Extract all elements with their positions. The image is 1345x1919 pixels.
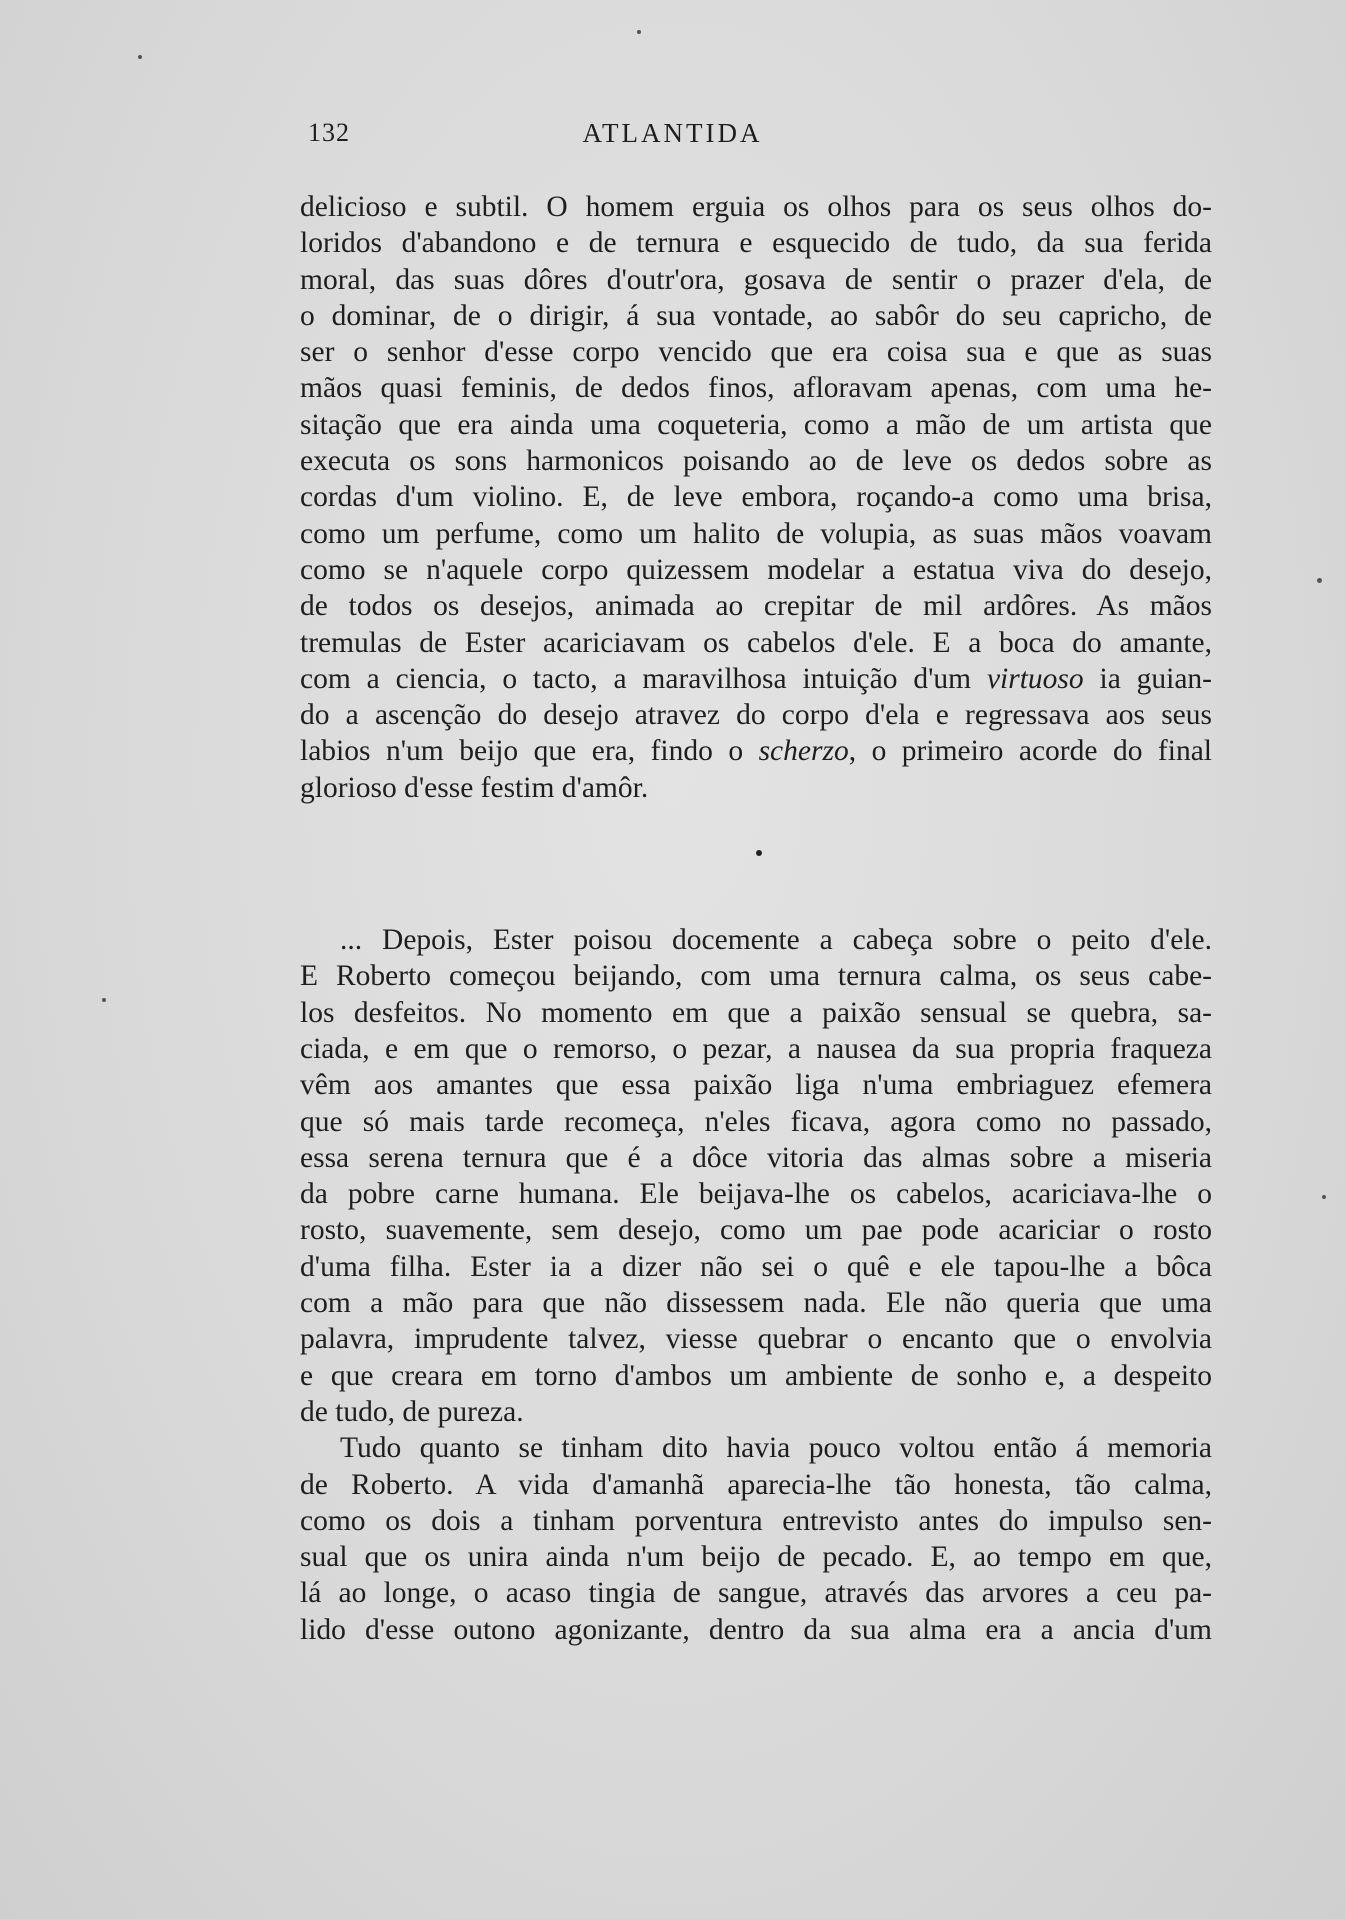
text-line: Tudo quanto se tinham dito havia pouco voltou então á memoria [340, 1432, 1212, 1465]
page-header [0, 118, 1345, 158]
text-line: moral, das suas dôres d'outr'ora, gosava de sentir o prazer d'ela, de [300, 263, 1212, 296]
text-line: como se n'aquele corpo quizessem modelar a estatua viva do desejo, [300, 553, 1212, 586]
text-line: sual que os unira ainda n'um beijo de pecado. E, ao tempo em que, [300, 1541, 1212, 1574]
text-line: cordas d'um violino. E, de leve embora, roçando-a como uma brisa, [300, 481, 1212, 514]
italic-word: scherzo [758, 735, 849, 768]
text-line-italic-virtuoso [300, 661, 1212, 697]
text-line: de Roberto. A vida d'amanhã aparecia-lhe tão honesta, tão calma, [300, 1468, 1212, 1501]
text-line: E Roberto começou beijando, com uma ternura calma, os seus cabe- [300, 960, 1212, 993]
text-line: lá ao longe, o acaso tingia de sangue, através das arvores a ceu pa- [300, 1577, 1212, 1610]
scan-speck [1317, 578, 1322, 583]
text-line: ciada, e em que o remorso, o pezar, a nausea da sua propria fraqueza [300, 1032, 1212, 1065]
text-line: como um perfume, como um halito de volupia, as suas mãos voavam [300, 517, 1212, 550]
text-line: d'uma filha. Ester ia a dizer não sei o quê e ele tapou-lhe a bôca [300, 1250, 1212, 1283]
running-title: ATLANTIDA [582, 118, 763, 148]
text-line: que só mais tarde recomeça, n'eles ficava, agora como no passado, [300, 1105, 1212, 1138]
body-text [300, 189, 1212, 1648]
scan-speck [637, 30, 641, 34]
text-line: delicioso e subtil. O homem erguia os olhos para os seus olhos do- [300, 191, 1212, 223]
text-line: lido d'esse outono agonizante, dentro da sua alma era a ancia d'um [300, 1613, 1212, 1646]
text-line: tremulas de Ester acariciavam os cabelos d'ele. E a boca do amante, [300, 626, 1212, 659]
text-line: do a ascenção do desejo atravez do corpo d'ela e regressava aos seus [300, 699, 1212, 732]
text-line: loridos d'abandono e de ternura e esquecido de tudo, da sua ferida [300, 227, 1212, 260]
text-line: da pobre carne humana. Ele beijava-lhe os cabelos, acariciava-lhe o [300, 1178, 1212, 1211]
text-segment: ia guian- [1083, 662, 1212, 695]
scan-speck [1322, 1195, 1326, 1199]
scan-speck [138, 55, 142, 59]
text-segment: labios n'um beijo que era, findo o [300, 735, 759, 768]
text-line: de todos os desejos, animada ao crepitar de mil ardôres. As mãos [300, 590, 1212, 623]
text-line: ser o senhor d'esse corpo vencido que era coisa sua e que as suas [300, 336, 1212, 369]
text-line: mãos quasi feminis, de dedos finos, afloravam apenas, com uma he- [300, 372, 1212, 405]
text-line: palavra, imprudente talvez, viesse quebrar o encanto que o envolvia [300, 1323, 1212, 1356]
separator-dot [756, 850, 762, 856]
text-line-italic-scherzo [300, 733, 1212, 769]
text-segment: com a ciencia, o tacto, a maravilhosa intuição d'um [300, 662, 987, 695]
text-line: glorioso d'esse festim d'amôr. [300, 771, 649, 804]
italic-word: virtuoso [986, 662, 1084, 695]
text-line: executa os sons harmonicos poisando ao de leve os dedos sobre as [300, 445, 1212, 478]
page-number: 132 [308, 118, 350, 147]
scan-speck [102, 998, 106, 1002]
text-line: vêm aos amantes que essa paixão liga n'uma embriaguez efemera [300, 1069, 1212, 1102]
text-line: sitação que era ainda uma coqueteria, como a mão de um artista que [300, 408, 1212, 441]
text-line: com a mão para que não dissessem nada. Ele não queria que uma [300, 1287, 1212, 1320]
section-separator [300, 806, 1212, 922]
text-segment: , o primeiro acorde do final [848, 735, 1212, 768]
text-line: essa serena ternura que é a dôce vitoria das almas sobre a miseria [300, 1141, 1212, 1174]
text-line: ... Depois, Ester poisou docemente a cabeça sobre o peito d'ele. [340, 924, 1212, 957]
text-line: como os dois a tinham porventura entrevisto antes do impulso sen- [300, 1504, 1212, 1537]
text-line: o dominar, de o dirigir, á sua vontade, ao sabôr do seu capricho, de [300, 299, 1212, 332]
text-line: de tudo, de pureza. [300, 1395, 524, 1428]
text-line: rosto, suavemente, sem desejo, como um pae pode acariciar o rosto [300, 1214, 1212, 1247]
text-line: los desfeitos. No momento em que a paixão sensual se quebra, sa- [300, 996, 1212, 1029]
text-line: e que creara em torno d'ambos um ambiente de sonho e, a despeito [300, 1359, 1212, 1392]
